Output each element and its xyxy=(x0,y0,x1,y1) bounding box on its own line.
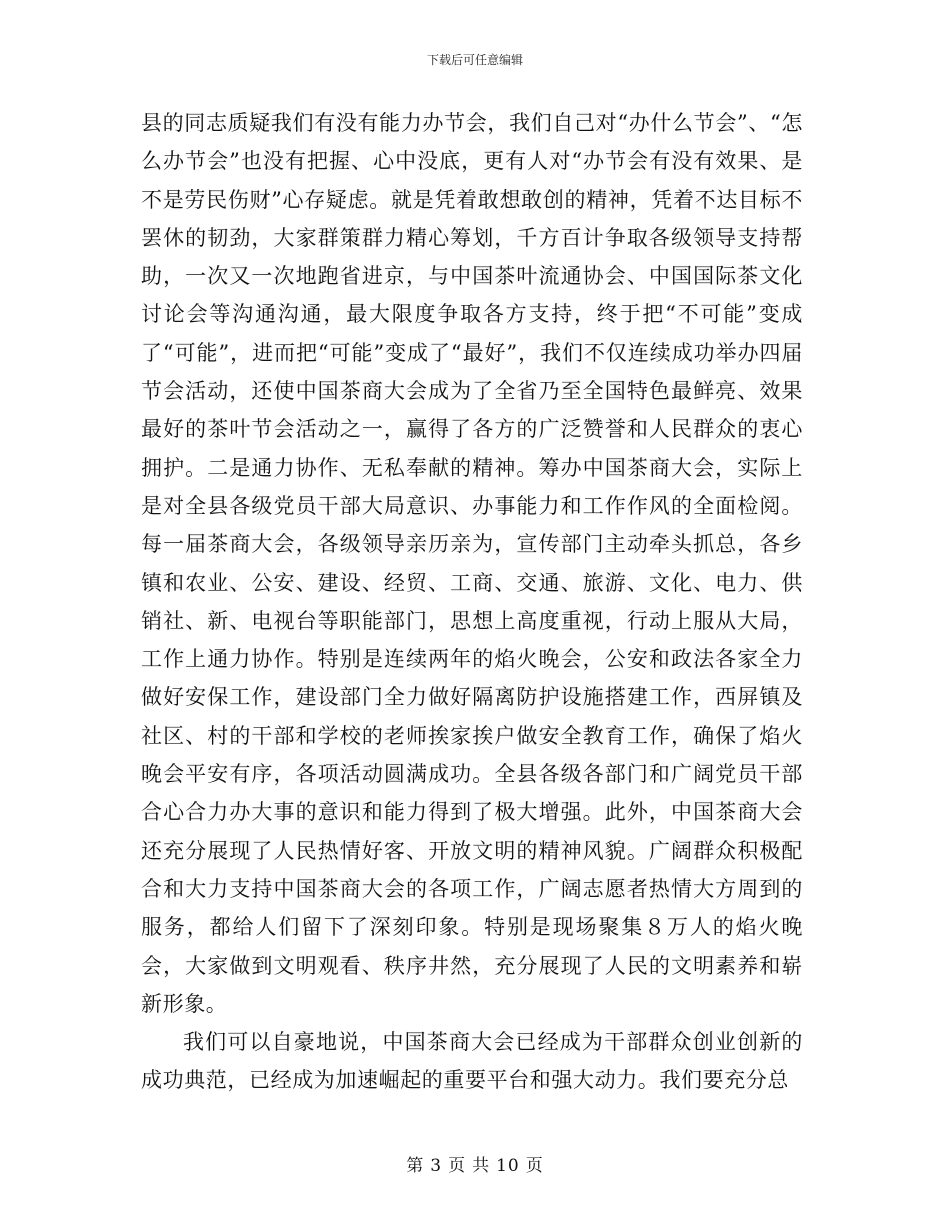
body-paragraph-1: 县的同志质疑我们有没有能力办节会，我们自己对“办什么节会”、“怎么办节会”也没有把握、心中没底，更有人对“办节会有没有效果、是不是劳民伤财”心存疑虑。就是凭着敢想敢创的精神，凭着不达目标不罢休的韧劲，大家群策群力精心筹划，千方百计争取各级领导支持帮助，一次又一次地跑省进京，与中国茶叶流通协会、中国国际茶文化讨论会等沟通沟通，最大限度争取各方支持，终于把“不可能”变成了“可能”，进而把“可能”变成了“最好”，我们不仅连续成功举办四届节会活动，还使中国茶商大会成为了全省乃至全国特色最鲜亮、效果最好的茶叶节会活动之一，赢得了各方的广泛赞誉和人民群众的衷心拥护。二是通力协作、无私奉献的精神。筹办中国茶商大会，实际上是对全县各级党员干部大局意识、办事能力和工作作风的全面检阅。每一届茶商大会，各级领导亲历亲为，宣传部门主动牵头抓总，各乡镇和农业、公安、建设、经贸、工商、交通、旅游、文化、电力、供销社、新、电视台等职能部门，思想上高度重视，行动上服从大局，工作上通力协作。特别是连续两年的焰火晚会，公安和政法各家全力做好安保工作，建设部门全力做好隔离防护设施搭建工作，西屏镇及社区、村的干部和学校的老师挨家挨户做安全教育工作，确保了焰火晚会平安有序，各项活动圆满成功。全县各级各部门和广阔党员干部合心合力办大事的意识和能力得到了极大增强。此外，中国茶商大会还充分展现了人民热情好客、开放文明的精神风貌。广阔群众积极配合和大力支持中国茶商大会的各项工作，广阔志愿者热情大方周到的服务，都给人们留下了深刻印象。特别是现场聚集８万人的焰火晚会，大家做到文明观看、秩序井然，充分展现了人民的文明素养和崭新形象。 xyxy=(141,111,803,1016)
current-page-number: 3 xyxy=(430,1156,443,1176)
page-header: 下载后可任意编辑 xyxy=(426,53,523,67)
body-paragraph-2: 我们可以自豪地说，中国茶商大会已经成为干部群众创业创新的成功典范，已经成为加速崛起的重要平台和强大动力。我们要充分总 xyxy=(141,1030,803,1093)
document-body xyxy=(141,104,803,1100)
footer-total-prefix: 共 xyxy=(472,1156,491,1176)
total-pages-number: 10 xyxy=(496,1156,520,1176)
footer-page-word: 页 xyxy=(448,1156,467,1176)
footer-prefix: 第 xyxy=(406,1156,425,1176)
footer-suffix: 页 xyxy=(525,1156,544,1176)
page-number-footer xyxy=(0,1155,950,1177)
